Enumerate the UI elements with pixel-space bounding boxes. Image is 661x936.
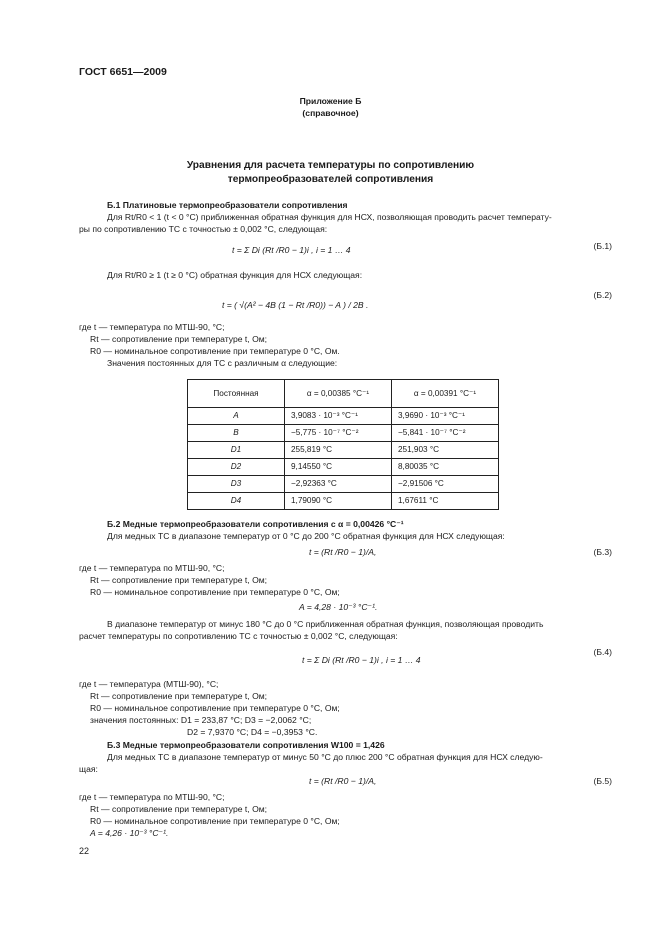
table-cell: 1,67611 °C <box>392 493 499 510</box>
table-header-cell: Постоянная <box>188 380 285 408</box>
equation-b1: t = Σ Di (Rt /R0 − 1)i , i = 1 … 4 <box>232 245 351 255</box>
section-b3-paragraph-1-line-2: щая: <box>79 764 98 774</box>
section-b3-a-value: A = 4,26 · 10⁻³ °C⁻¹. <box>90 828 169 838</box>
table-cell: D4 <box>188 493 285 510</box>
equation-b3-number: (Б.3) <box>593 547 612 557</box>
section-b2-where-5: Rt — сопротивление при температуре t, Ом; <box>90 691 268 701</box>
section-b2-paragraph-1: Для медных ТС в диапазоне температур от 0 °C до 200 °C обратная функция для НСХ следующая: <box>107 531 505 541</box>
section-b2-constants-line-1: значения постоянных: D1 = 233,87 °C; D3 = −2,0062 °C; <box>90 715 312 725</box>
section-b3-where-1: где t — температура по МТШ-90, °C; <box>79 792 225 802</box>
equation-b4-number: (Б.4) <box>593 647 612 657</box>
table-row <box>188 459 499 476</box>
section-b1-where-2: Rt — сопротивление при температуре t, Ом; <box>90 334 268 344</box>
table-header-row <box>188 380 499 408</box>
appendix-title: Приложение Б <box>299 96 362 106</box>
table-cell: 8,80035 °C <box>392 459 499 476</box>
table-header-cell: α = 0,00385 °C⁻¹ <box>285 380 392 408</box>
heading-line-2: термопреобразователей сопротивления <box>227 174 434 185</box>
table-cell: D2 <box>188 459 285 476</box>
table-row <box>188 476 499 493</box>
appendix-subtitle: (справочное) <box>302 108 359 118</box>
section-b1-paragraph-1-line-2: ры по сопротивлению ТС с точностью ± 0,002 °C, следующая: <box>79 224 328 234</box>
section-b3-where-3: R0 — номинальное сопротивление при температуре 0 °C, Ом; <box>90 816 340 826</box>
section-b1-where-1: где t — температура по МТШ-90, °C; <box>79 322 225 332</box>
table-cell: −2,92363 °C <box>285 476 392 493</box>
section-b1-where-3: R0 — номинальное сопротивление при температуре 0 °C, Ом. <box>90 346 340 356</box>
equation-b5: t = (Rt /R0 − 1)/A, <box>309 776 377 786</box>
section-b2-where-6: R0 — номинальное сопротивление при температуре 0 °C, Ом; <box>90 703 340 713</box>
table-cell: 3,9690 · 10⁻³ °C⁻¹ <box>392 408 499 425</box>
table-cell: 255,819 °C <box>285 442 392 459</box>
table-cell: D3 <box>188 476 285 493</box>
table-cell: −5,841 · 10⁻⁷ °C⁻² <box>392 425 499 442</box>
section-b3-where-2: Rt — сопротивление при температуре t, Ом; <box>90 804 268 814</box>
section-b1-table-intro: Значения постоянных для ТС с различным α следующие: <box>107 358 338 368</box>
section-b2-where-4: где t — температура (МТШ-90), °C; <box>79 679 219 689</box>
constants-table <box>187 379 499 510</box>
table-cell: D1 <box>188 442 285 459</box>
section-b2-where-2: Rt — сопротивление при температуре t, Ом; <box>90 575 268 585</box>
section-b3-paragraph-1-line-1: Для медных ТС в диапазоне температур от минус 50 °C до плюс 200 °C обратная функция для НСХ следую- <box>107 752 543 762</box>
table-row <box>188 442 499 459</box>
table-header-cell: α = 0,00391 °C⁻¹ <box>392 380 499 408</box>
document-header: ГОСТ 6651—2009 <box>79 66 167 78</box>
section-b1-title: Б.1 Платиновые термопреобразователи сопротивления <box>107 200 348 210</box>
page-number: 22 <box>79 846 90 856</box>
heading-line-1: Уравнения для расчета температуры по сопротивлению <box>186 160 475 171</box>
section-b2-title: Б.2 Медные термопреобразователи сопротивления с α = 0,00426 °C⁻¹ <box>107 519 404 529</box>
table-cell: 9,14550 °C <box>285 459 392 476</box>
table-cell: 3,9083 · 10⁻³ °C⁻¹ <box>285 408 392 425</box>
table-cell: 251,903 °C <box>392 442 499 459</box>
section-b1-paragraph-2: Для Rt/R0 ≥ 1 (t ≥ 0 °C) обратная функция для НСХ следующая: <box>107 270 363 280</box>
table-row <box>188 408 499 425</box>
equation-b4: t = Σ Di (Rt /R0 − 1)i , i = 1 … 4 <box>302 655 421 665</box>
equation-b2: t = ( √(A² − 4B (1 − Rt /R0)) − A ) / 2B . <box>222 300 369 310</box>
table-cell: −5,775 · 10⁻⁷ °C⁻² <box>285 425 392 442</box>
section-b2-where-1: где t — температура по МТШ-90, °C; <box>79 563 225 573</box>
section-b1-paragraph-1-line-1: Для Rt/R0 < 1 (t < 0 °C) приближенная обратная функция для НСХ, позволяющая проводить расчет температу- <box>107 212 552 222</box>
table-cell: 1,79090 °C <box>285 493 392 510</box>
equation-b2-number: (Б.2) <box>593 290 612 300</box>
table-row <box>188 425 499 442</box>
section-b2-paragraph-2-line-2: расчет температуры по сопротивлению ТС с точностью ± 0,002 °C, следующая: <box>79 631 398 641</box>
equation-b5-number: (Б.5) <box>593 776 612 786</box>
table-cell: A <box>188 408 285 425</box>
section-b3-title: Б.3 Медные термопреобразователи сопротивления W100 = 1,426 <box>107 740 385 750</box>
table-cell: −2,91506 °C <box>392 476 499 493</box>
equation-b1-number: (Б.1) <box>593 241 612 251</box>
section-b2-where-3: R0 — номинальное сопротивление при температуре 0 °C, Ом; <box>90 587 340 597</box>
equation-b3: t = (Rt /R0 − 1)/A, <box>309 547 377 557</box>
table-row <box>188 493 499 510</box>
section-b2-paragraph-2-line-1: В диапазоне температур от минус 180 °C до 0 °C приближенная обратная функция, позволяющая проводить <box>107 619 544 629</box>
section-b2-constants-line-2: D2 = 7,9370 °C; D4 = −0,3953 °C. <box>187 727 318 737</box>
section-b2-a-value: A = 4,28 · 10⁻³ °C⁻¹. <box>299 602 378 612</box>
table-cell: B <box>188 425 285 442</box>
